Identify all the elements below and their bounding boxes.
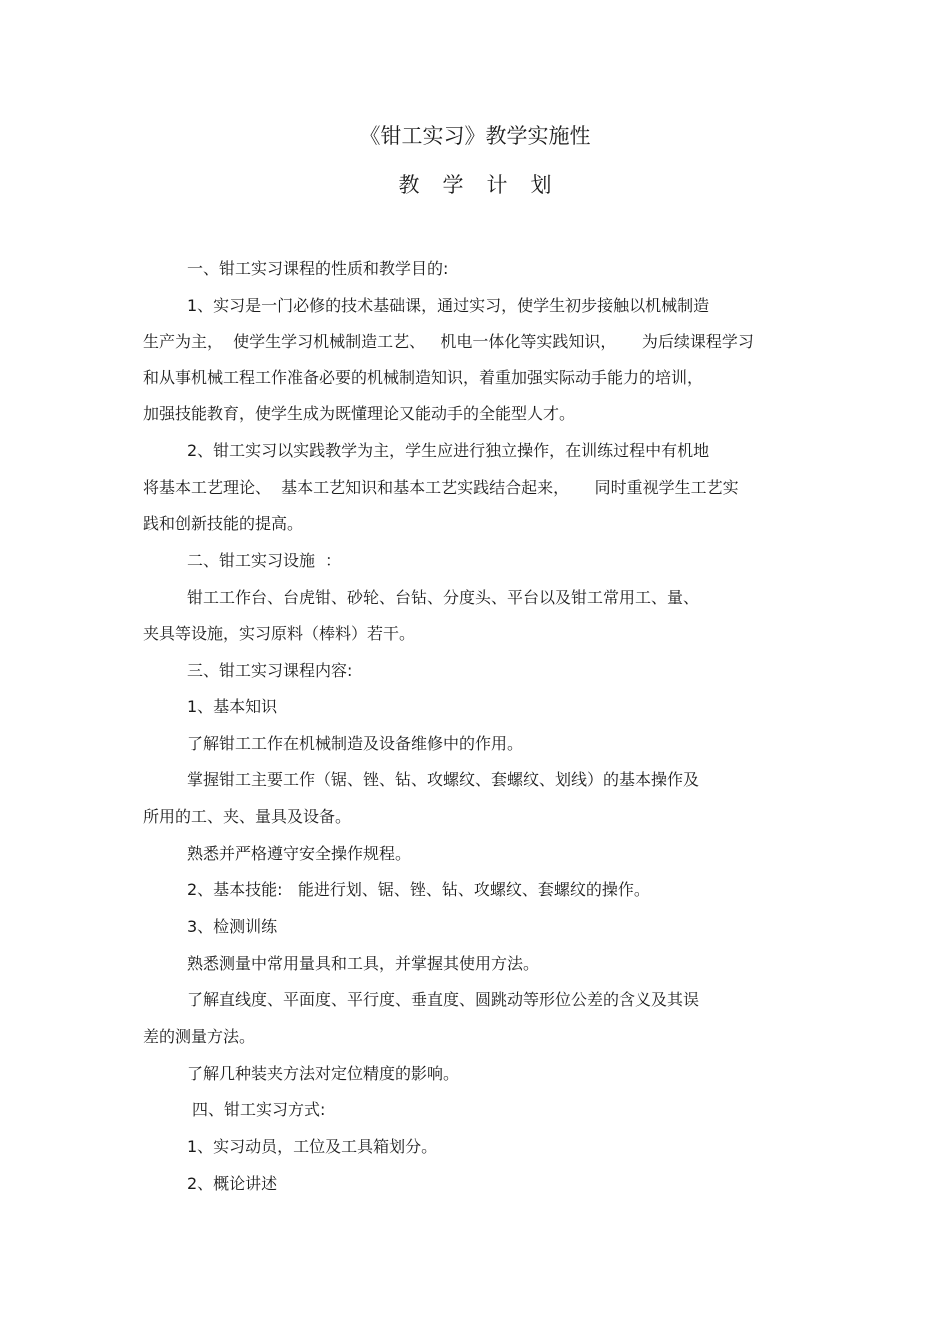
section-heading-1: 一、钳工实习课程的性质和教学目的: [187, 259, 449, 278]
paragraph-line: 掌握钳工主要工作（锯、锉、钻、攻螺纹、套螺纹、划线）的基本操作及 [187, 770, 700, 789]
document-subtitle: 教学计划 [398, 173, 575, 197]
section-heading-4: 四、钳工实习方式: [192, 1100, 326, 1119]
paragraph-line: 了解直线度、平面度、平行度、垂直度、圆跳动等形位公差的含义及其误 [187, 990, 700, 1009]
paragraph-line: 了解几种装夹方法对定位精度的影响。 [187, 1064, 460, 1083]
document-title: 《钳工实习》教学实施性 [359, 124, 591, 148]
paragraph-line: 1、实习动员，工位及工具箱划分。 [187, 1137, 438, 1156]
subheading: 2、基本技能: 能进行划、锯、锉、钻、攻螺纹、套螺纹的操作。 [187, 880, 650, 899]
paragraph-line: 加强技能教育，使学生成为既懂理论又能动手的全能型人才。 [143, 404, 576, 423]
paragraph-line: 熟悉测量中常用量具和工具，并掌握其使用方法。 [187, 954, 540, 973]
paragraph-line: 熟悉并严格遵守安全操作规程。 [187, 844, 412, 863]
paragraph-line: 钳工工作台、台虎钳、砂轮、台钻、分度头、平台以及钳工常用工、量、 [187, 588, 700, 607]
paragraph-line: 了解钳工工作在机械制造及设备维修中的作用。 [187, 734, 524, 753]
paragraph-line: 夹具等设施，实习原料（棒料）若干。 [143, 624, 416, 643]
paragraph-line: 和从事机械工程工作准备必要的机械制造知识，着重加强实际动手能力的培训， [143, 368, 704, 387]
section-heading-3: 三、钳工实习课程内容: [187, 661, 353, 680]
subheading: 1、基本知识 [187, 697, 278, 716]
paragraph-line: 生产为主， 使学生学习机械制造工艺、 机电一体化等实践知识， 为后续课程学习 [143, 332, 754, 351]
paragraph-line: 践和创新技能的提高。 [143, 514, 304, 533]
paragraph-line: 将基本工艺理论、 基本工艺知识和基本工艺实践结合起来， 同时重视学生工艺实 [143, 478, 739, 497]
paragraph-line: 差的测量方法。 [143, 1027, 256, 1046]
paragraph-line: 1、实习是一门必修的技术基础课，通过实习，使学生初步接触以机械制造 [187, 296, 710, 315]
subheading: 3、检测训练 [187, 917, 278, 936]
paragraph-line: 2、钳工实习以实践教学为主，学生应进行独立操作，在训练过程中有机地 [187, 441, 710, 460]
section-heading-2: 二、钳工实习设施 ： [187, 551, 342, 570]
paragraph-line: 所用的工、夹、量具及设备。 [143, 807, 352, 826]
paragraph-line: 2、概论讲述 [187, 1174, 278, 1193]
